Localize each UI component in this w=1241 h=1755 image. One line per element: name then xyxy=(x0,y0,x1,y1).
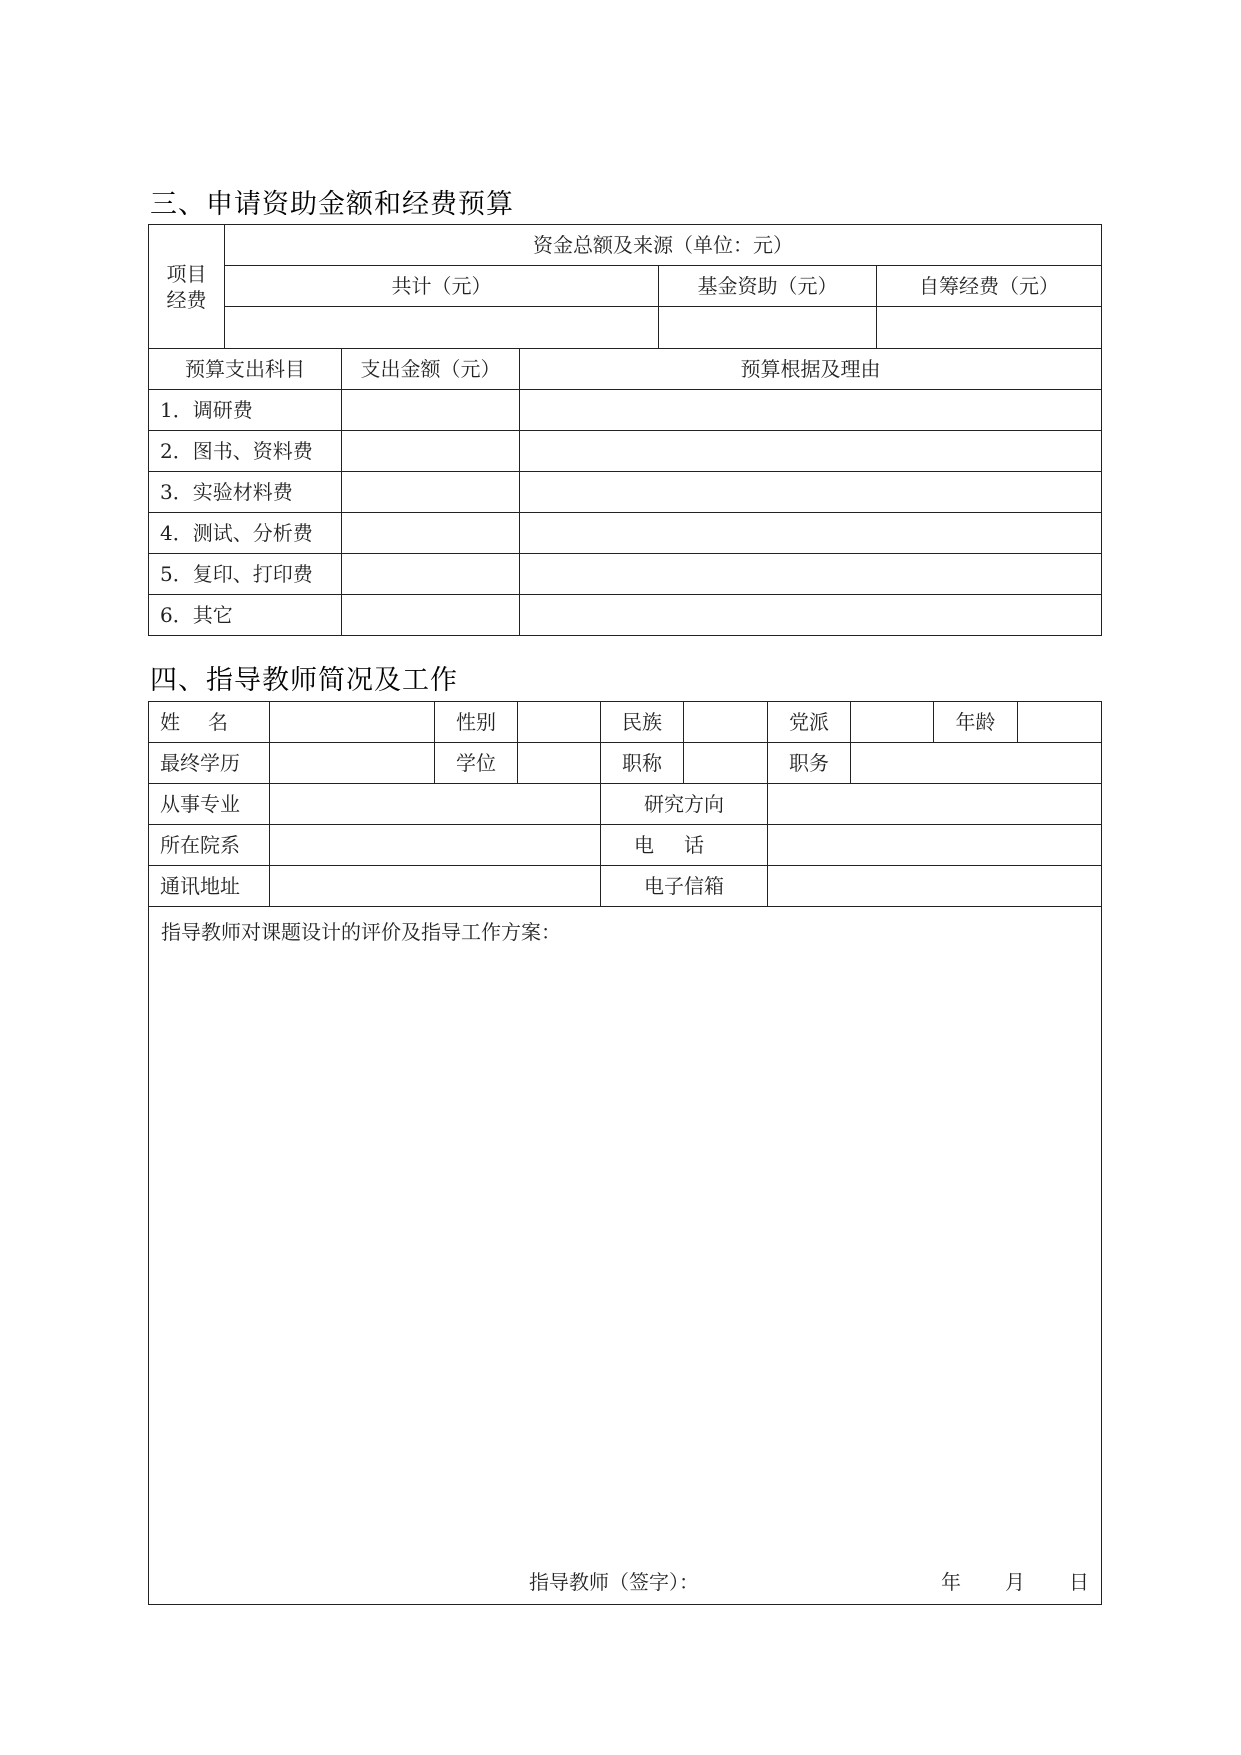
date-fields xyxy=(897,1570,1089,1594)
research-field[interactable] xyxy=(768,784,1102,825)
address-field[interactable] xyxy=(270,866,601,907)
post-label: 职务 xyxy=(768,743,851,784)
budget-reason-cell[interactable] xyxy=(520,554,1102,595)
budget-amount-cell[interactable] xyxy=(342,390,520,431)
age-field[interactable] xyxy=(1018,702,1102,743)
budget-amount-cell[interactable] xyxy=(342,595,520,636)
fund-amount-cell[interactable] xyxy=(659,307,877,349)
major-label: 从事专业 xyxy=(149,784,270,825)
ethnicity-label: 民族 xyxy=(601,702,684,743)
budget-item-label: 4．测试、分析费 xyxy=(149,513,342,554)
budget-item-label: 6．其它 xyxy=(149,595,342,636)
party-field[interactable] xyxy=(851,702,934,743)
budget-item-label: 3．实验材料费 xyxy=(149,472,342,513)
party-label: 党派 xyxy=(768,702,851,743)
budget-reason-cell[interactable] xyxy=(520,513,1102,554)
title-field[interactable] xyxy=(684,743,768,784)
name-field[interactable] xyxy=(270,702,435,743)
budget-amount-cell[interactable] xyxy=(342,513,520,554)
budget-reason-cell[interactable] xyxy=(520,472,1102,513)
gender-field[interactable] xyxy=(518,702,601,743)
title-label: 职称 xyxy=(601,743,684,784)
post-field[interactable] xyxy=(851,743,1102,784)
degree-label: 学位 xyxy=(435,743,518,784)
section4-title: 四、指导教师简况及工作 xyxy=(150,665,458,696)
budget-item-label: 1．调研费 xyxy=(149,390,342,431)
phone-label: 电话 xyxy=(601,825,768,866)
budget-amount-cell[interactable] xyxy=(342,472,520,513)
advisor-table xyxy=(148,701,1102,1605)
budget-table xyxy=(148,224,1102,636)
major-field[interactable] xyxy=(270,784,601,825)
ethnicity-field[interactable] xyxy=(684,702,768,743)
col-total-header: 共计（元） xyxy=(225,266,659,307)
budget-reason-header: 预算根据及理由 xyxy=(520,349,1102,390)
budget-amount-cell[interactable] xyxy=(342,431,520,472)
year-label: 年 xyxy=(941,1570,961,1594)
budget-amount-cell[interactable] xyxy=(342,554,520,595)
project-funds-label: 项目经费 xyxy=(149,225,225,349)
section3-title: 三、申请资助金额和经费预算 xyxy=(150,189,514,220)
comment-area[interactable] xyxy=(149,907,1102,1605)
col-fund-header: 基金资助（元） xyxy=(659,266,877,307)
table-row xyxy=(149,431,1102,472)
table-row xyxy=(149,595,1102,636)
col-self-header: 自筹经费（元） xyxy=(877,266,1102,307)
research-label: 研究方向 xyxy=(601,784,768,825)
gender-label: 性别 xyxy=(435,702,518,743)
table-row xyxy=(149,513,1102,554)
budget-item-label: 5．复印、打印费 xyxy=(149,554,342,595)
name-label: 姓名 xyxy=(149,702,270,743)
signature-label: 指导教师（签字）： xyxy=(529,1570,699,1594)
budget-item-label: 2．图书、资料费 xyxy=(149,431,342,472)
table-row xyxy=(149,472,1102,513)
self-amount-cell[interactable] xyxy=(877,307,1102,349)
table-row xyxy=(149,390,1102,431)
email-label: 电子信箱 xyxy=(601,866,768,907)
table-row xyxy=(149,554,1102,595)
department-field[interactable] xyxy=(270,825,601,866)
email-field[interactable] xyxy=(768,866,1102,907)
degree-field[interactable] xyxy=(518,743,601,784)
budget-reason-cell[interactable] xyxy=(520,390,1102,431)
age-label: 年龄 xyxy=(934,702,1018,743)
address-label: 通讯地址 xyxy=(149,866,270,907)
day-label: 日 xyxy=(1069,1570,1089,1594)
education-field[interactable] xyxy=(270,743,435,784)
budget-amount-header: 支出金额（元） xyxy=(342,349,520,390)
budget-reason-cell[interactable] xyxy=(520,595,1102,636)
comment-label: 指导教师对课题设计的评价及指导工作方案： xyxy=(161,920,561,944)
budget-item-header: 预算支出科目 xyxy=(149,349,342,390)
education-label: 最终学历 xyxy=(149,743,270,784)
total-source-header: 资金总额及来源（单位：元） xyxy=(225,225,1102,266)
total-amount-cell[interactable] xyxy=(225,307,659,349)
department-label: 所在院系 xyxy=(149,825,270,866)
budget-reason-cell[interactable] xyxy=(520,431,1102,472)
month-label: 月 xyxy=(1005,1570,1025,1594)
phone-field[interactable] xyxy=(768,825,1102,866)
